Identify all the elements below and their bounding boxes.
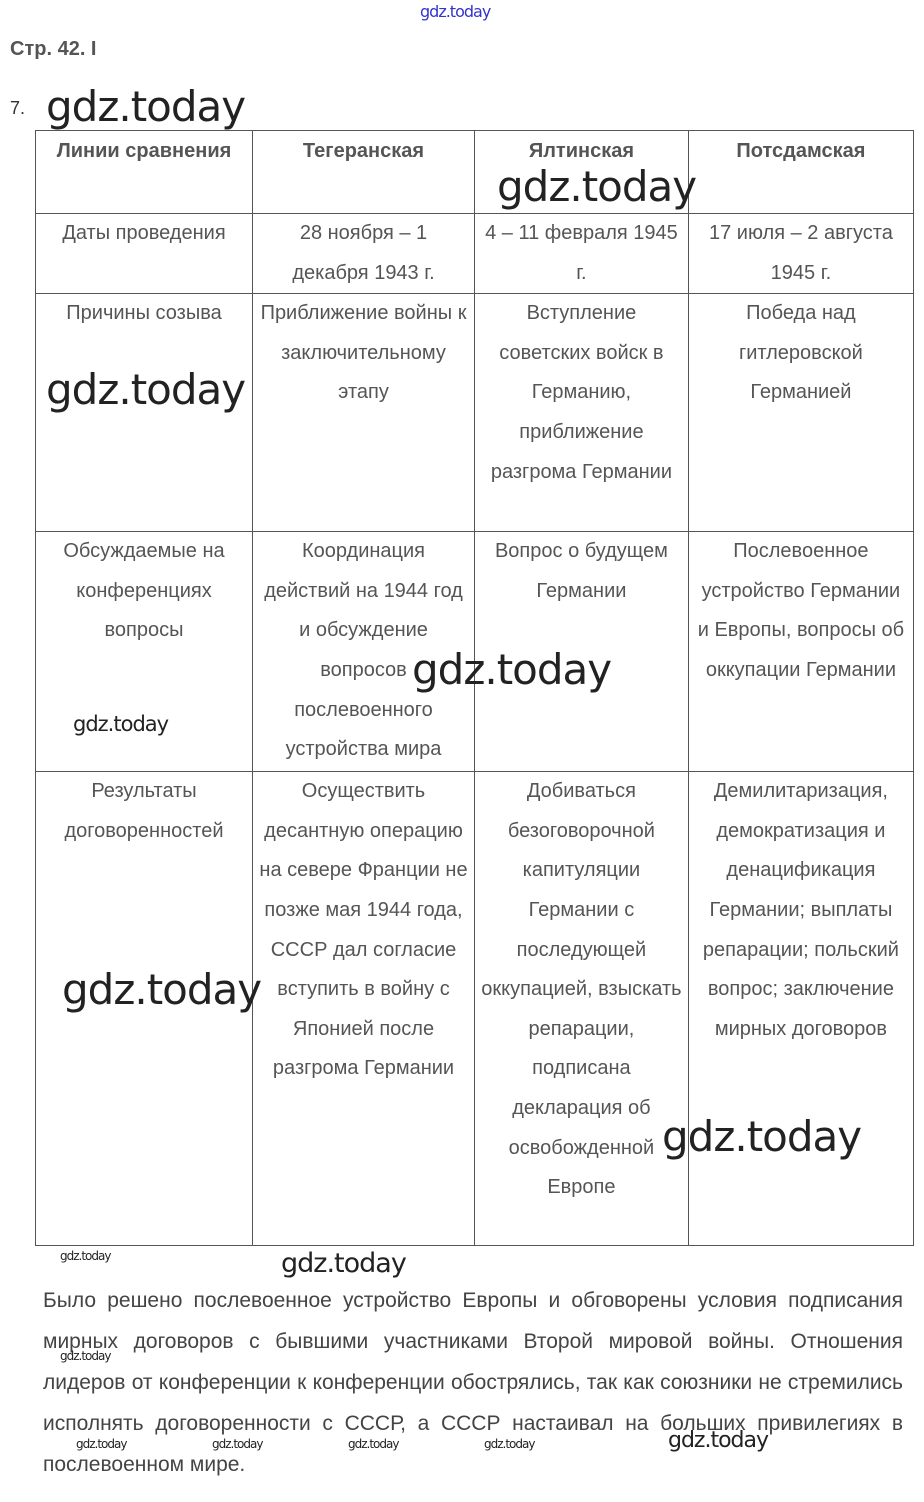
- table-row: [36, 214, 914, 294]
- watermark: gdz.today: [46, 82, 246, 131]
- table-cell: Вопрос о будущем Германии: [475, 532, 689, 772]
- watermark: gdz.today: [60, 1249, 111, 1263]
- watermark: gdz.today: [281, 1248, 406, 1279]
- table-cell: 17 июля – 2 августа 1945 г.: [688, 214, 913, 294]
- header-cell: Ялтинская: [475, 131, 689, 214]
- conclusion-text: Было решено послевоенное устройство Европы и обговорены условия подписания мирных договоров с бывшими участниками Второй мировой войны. Отношения лидеров от конференции к конференции обострялись, так как союзники не стремились исполнять договоренности с СССР, а СССР настаивал на больших привилегиях в послевоенном мире.: [43, 1289, 903, 1476]
- watermark: gdz.today: [46, 365, 246, 414]
- table-cell: Обсуждаемые на конференциях вопросы: [36, 532, 253, 772]
- header-cell: Линии сравнения: [36, 131, 253, 214]
- task-number: 7.: [10, 98, 26, 118]
- watermark: gdz.today: [62, 965, 262, 1014]
- watermark: gdz.today: [412, 645, 612, 694]
- table-header-row: [36, 131, 914, 214]
- header-cell: Потсдамская: [688, 131, 913, 214]
- table-cell: Приближение войны к заключительному этапу: [253, 294, 475, 532]
- watermark: gdz.today: [76, 1437, 127, 1451]
- table-cell: Даты проведения: [36, 214, 253, 294]
- table-cell: Добиваться безоговорочной капитуляции Германии с последующей оккупацией, взыскать репарации, подписана декларация об освобожденной Европе: [475, 772, 689, 1246]
- watermark: gdz.today: [497, 162, 697, 211]
- page-title: Стр. 42. I: [10, 38, 97, 60]
- watermark: gdz.today: [484, 1437, 535, 1451]
- watermark: gdz.today: [348, 1437, 399, 1451]
- table-cell: 4 – 11 февраля 1945 г.: [475, 214, 689, 294]
- table-cell: Причины созыва: [36, 294, 253, 532]
- header-cell: Тегеранская: [253, 131, 475, 214]
- table-cell: Вступление советских войск в Германию, приближение разгрома Германии: [475, 294, 689, 532]
- table-cell: Послевоенное устройство Германии и Европы, вопросы об оккупации Германии: [688, 532, 913, 772]
- table-cell: Результаты договоренностей: [36, 772, 253, 1246]
- table-cell: Победа над гитлеровской Германией: [688, 294, 913, 532]
- watermark: gdz.today: [60, 1349, 111, 1363]
- table-cell: Осуществить десантную операцию на севере Франции не позже мая 1944 года, СССР дал согласие вступить в войну с Японией после разгрома Германии: [253, 772, 475, 1246]
- watermark: gdz.today: [73, 712, 169, 736]
- table-cell: Демилитаризация, демократизация и денацификация Германии; выплаты репарации; польский вопрос; заключение мирных договоров: [688, 772, 913, 1246]
- table-cell: 28 ноября – 1 декабря 1943 г.: [253, 214, 475, 294]
- watermark: gdz.today: [212, 1437, 263, 1451]
- watermark: gdz.today: [662, 1112, 862, 1161]
- watermark: gdz.today: [668, 1428, 769, 1453]
- table-cell: Координация действий на 1944 год и обсуждение вопросов послевоенного устройства мира: [253, 532, 475, 772]
- watermark-top: gdz.today: [420, 2, 491, 21]
